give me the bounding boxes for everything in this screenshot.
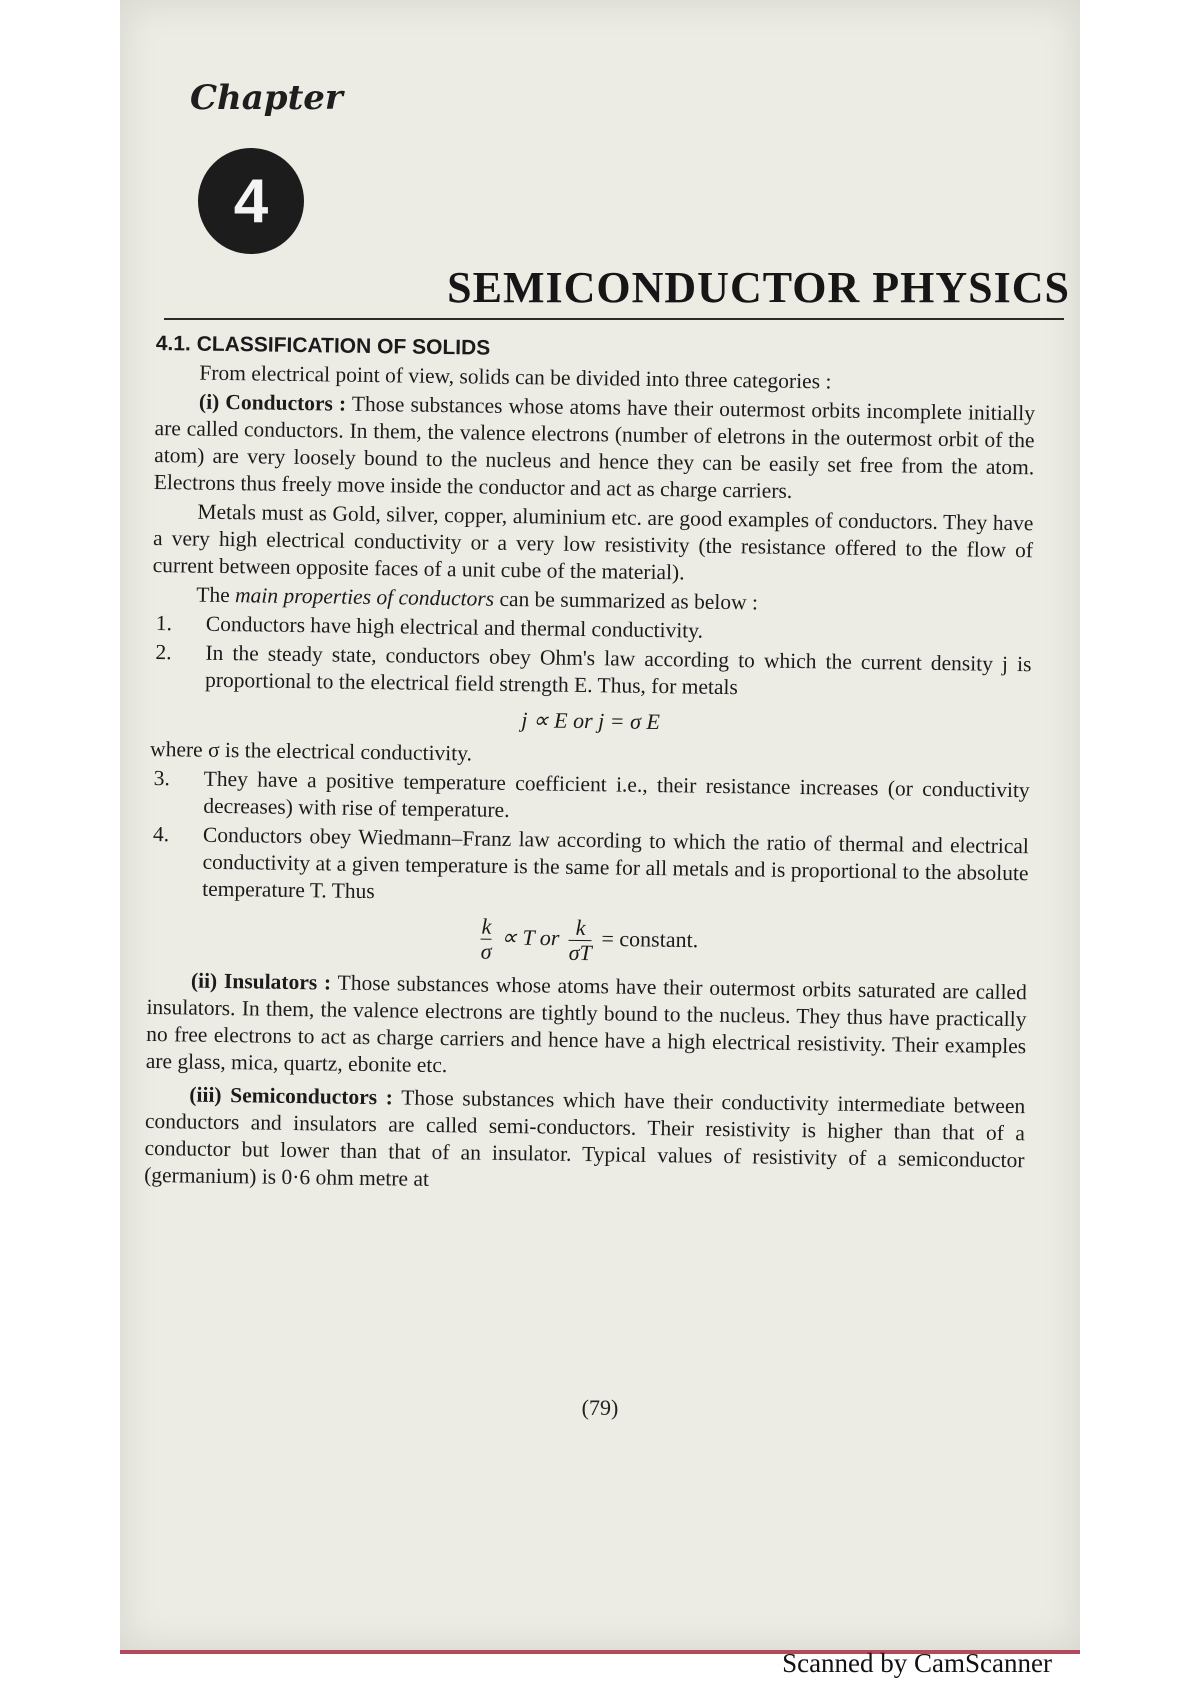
sigma-definition: where σ is the electrical conductivity. [149,736,473,766]
section-intro: From electrical point of view, solids can be divided into three categories : [199,360,832,394]
formula-end: = constant. [601,925,699,953]
list-number: 2. [155,640,172,665]
semiconductors-label: (iii) Semiconductors : [189,1082,394,1110]
insulators-paragraph [146,967,1027,1087]
metals-paragraph: Metals must as Gold, silver, copper, aluminium etc. are good examples of conductors. They have a very high electrical conductivity or a very low resistivity (the resistance offered to the flow of current between opposite faces of a unit cube of the material). [152,499,1034,585]
fraction-numerator: k [481,913,492,939]
section-heading: 4.1. CLASSIFICATION OF SOLIDS [155,331,491,360]
conductors-label: (i) Conductors : [198,389,347,416]
book-page [120,0,1080,1650]
list-text: Conductors have high electrical and thermal conductivity. [205,611,704,643]
properties-intro-emphasis: main properties of conductors [234,583,495,611]
fraction [569,916,593,965]
list-number: 4. [152,822,170,847]
insulators-text: Those substances whose atoms have their outermost orbits saturated are called insulators. In them, the valence electrons are tightly bound to the nucleus. They thus have practically no free electrons to act as charge carriers and hence have a high electrical resistivity. Their examples are glass, mica, quartz, ebonite etc. [145,970,1028,1078]
fraction-numerator: k [575,914,586,941]
page-content [144,330,1036,1203]
fraction-denominator: σ [480,938,492,964]
list-text: Conductors obey Wiedmann–Franz law according to which the ratio of thermal and electrical conductivity at a given temperature is the same for all metals and is proportional to the absolute temperature T. Thus [202,822,1030,904]
insulators-label: (ii) Insulators : [190,968,332,995]
list-text: In the steady state, conductors obey Ohm's law according to which the current density j is proportional to the electrical field strength E. Thus, for metals [204,640,1032,700]
properties-intro-prefix: The [196,582,230,608]
wiedemann-franz-formula [147,910,1028,971]
semiconductors-paragraph [144,1081,1025,1201]
fraction-denominator: σT [568,939,592,966]
chapter-label: Chapter [190,78,343,118]
page-number: (79) [581,1395,619,1420]
list-text: They have a positive temperature coefficient i.e., their resistance increases (or conductivity decreases) with rise of temperature. [203,766,1030,822]
chapter-title: SEMICONDUCTOR PHYSICS [447,263,1070,312]
conductors-paragraph [154,388,1035,508]
ohm-law-formula: j ∝ E or j = σ E [521,707,661,735]
conductors-text: Those substances whose atoms have their outermost orbits incomplete initially are called conductors. In them, the valence electrons (number of eletrons in the outermost orbit of the atom) are very loosely bound to the nucleus and hence they can be easily set free from the atom. Electrons thus freely move inside the conductor and act as charge carriers. [153,391,1036,503]
list-number: 1. [155,611,173,636]
list-item [149,765,1030,831]
chapter-number-badge: 4 [198,148,304,254]
fraction [481,915,493,964]
scanner-watermark: Scanned by CamScanner [782,1648,1052,1678]
list-item [151,639,1032,705]
formula-middle: ∝ T or [501,924,560,951]
list-item [148,821,1029,914]
title-divider [164,318,1064,320]
list-number: 3. [153,766,171,791]
properties-intro-suffix: can be summarized as below : [499,586,759,615]
semiconductors-text: Those substances which have their conductivity intermediate between conductors and insulators are called semi-conductors. Their resistivity is higher than that of a conductor but lower than that of an insulator. Typical values of resistivity of a semiconductor (germanium) is 0·6 ohm metre at [144,1085,1026,1191]
